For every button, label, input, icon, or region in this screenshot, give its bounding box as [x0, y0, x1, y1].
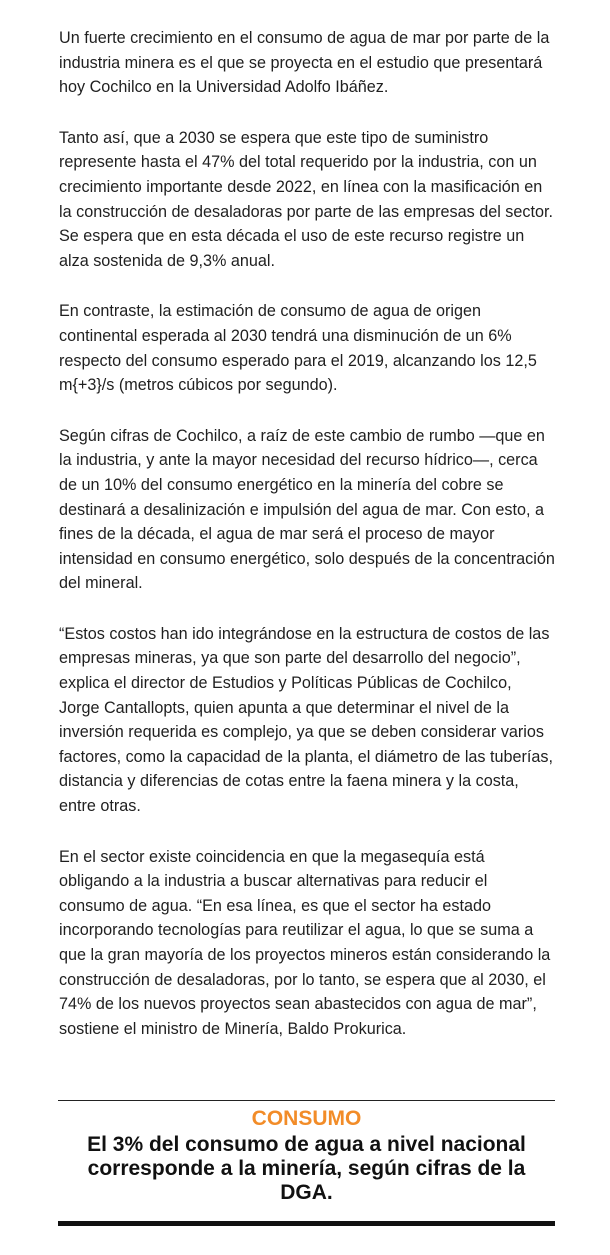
- article-body: [59, 26, 555, 1067]
- article-paragraph-3: En contraste, la estimación de consumo de agua de origen continental esperada al 2030 tendrá una disminución de un 6% respecto del consumo esperado para el 2019, alcanzando los 12,5 m{+3}/s (metros cúbicos por segundo).: [59, 302, 537, 395]
- article-paragraph-4: Según cifras de Cochilco, a raíz de este cambio de rumbo —que en la industria, y ante la mayor necesidad del recurso hídrico—, cerca de un 10% del consumo energético en la minería del cobre se destinará a desalinización e impulsión del agua de mar. Con esto, a fines de la década, el agua de mar será el proceso de mayor intensidad en consumo energético, solo después de la concentración del mineral.: [59, 426, 555, 593]
- callout-bottom-rule: [58, 1221, 555, 1226]
- callout-box: [58, 1100, 555, 1205]
- article-paragraph-2: Tanto así, que a 2030 se espera que este tipo de suministro represente hasta el 47% del total requerido por la industria, con un crecimiento importante desde 2022, en línea con la masificación en la construcción de desaladoras por parte de las empresas del sector. Se espera que en esta década el uso de este recurso registre un alza sostenida de 9,3% anual.: [59, 128, 553, 270]
- callout-label: CONSUMO: [251, 1107, 362, 1130]
- article-paragraph-1: Un fuerte crecimiento en el consumo de agua de mar por parte de la industria minera es el que se proyecta en el estudio que presentará hoy Cochilco en la Universidad Adolfo Ibáñez.: [59, 29, 550, 97]
- article-paragraph-5: “Estos costos han ido integrándose en la estructura de costos de las empresas mineras, ya que son parte del desarrollo del negocio”, explica el director de Estudios y Políticas Públicas de Cochilco, Jorge Cantallopts, quien apunta a que determinar el nivel de la inversión requerida es complejo, ya que se deben considerar varios factores, como la capacidad de la planta, el diámetro de las tuberías, distancia y diferencias de cotas entre la faena minera y la costa, entre otras.: [59, 624, 554, 816]
- callout-text: El 3% del consumo de agua a nivel nacional corresponde a la minería, según cifras de la DGA.: [87, 1133, 526, 1204]
- article-paragraph-6: En el sector existe coincidencia en que la megasequía está obligando a la industria a buscar alternativas para reducir el consumo de agua. “En esa línea, es que el sector ha estado incorporando tecnologías para reutilizar el agua, lo que se suma a que la gran mayoría de los proyectos mineros están considerando la construcción de desaladoras, por lo tanto, se espera que al 2030, el 74% de los nuevos proyectos sean abastecidos con agua de mar”, sostiene el ministro de Minería, Baldo Prokurica.: [59, 847, 551, 1038]
